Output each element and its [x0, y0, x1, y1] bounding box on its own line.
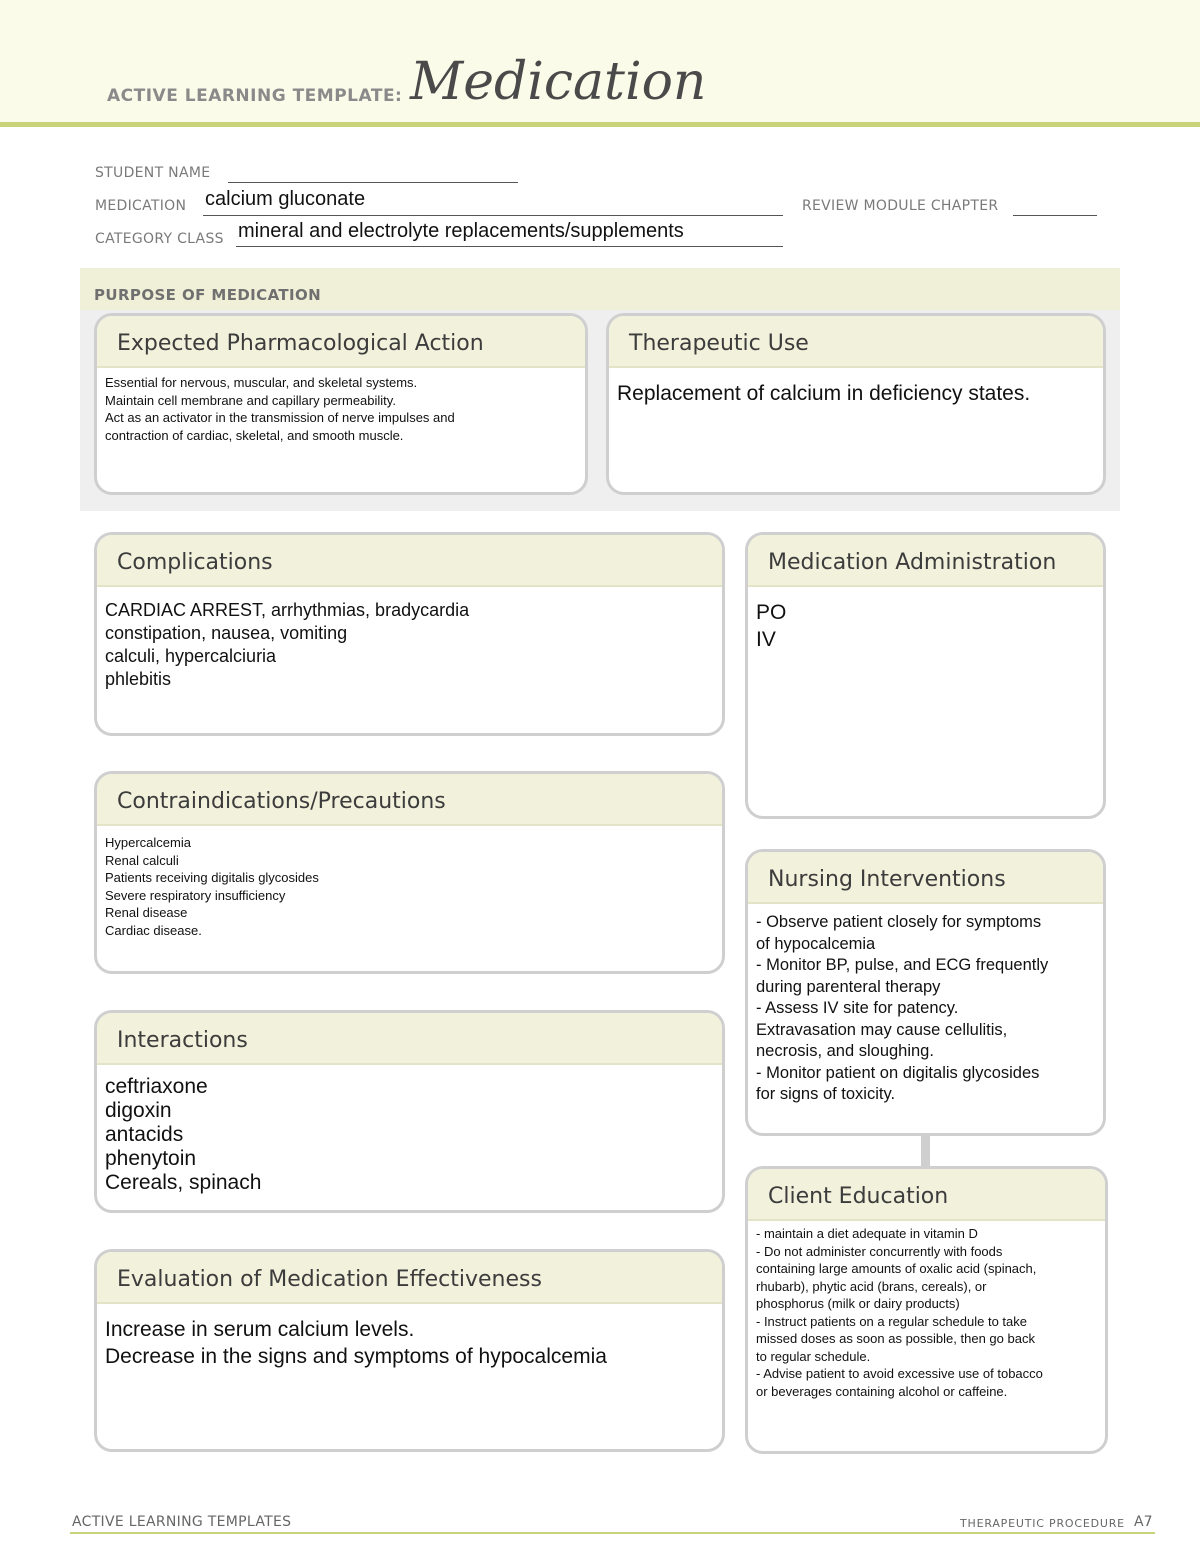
medication-label: MEDICATION [95, 198, 187, 214]
expected-action-text[interactable]: Essential for nervous, muscular, and skeletal systems. Maintain cell membrane and capillary permeability. Act as an activator in the transmission of nerve impulses and contraction of cardiac, skeletal, and smooth muscle. [105, 375, 455, 443]
interactions-text[interactable]: ceftriaxone digoxin antacids phenytoin Cereals, spinach [105, 1075, 262, 1194]
client-education-box [745, 1166, 1108, 1454]
med-admin-box [745, 532, 1106, 819]
page-number: A7 [1134, 1514, 1153, 1530]
review-module-field[interactable] [1013, 215, 1097, 216]
template-label: ACTIVE LEARNING TEMPLATE: [107, 86, 403, 106]
client-education-text[interactable]: - maintain a diet adequate in vitamin D - Do not administer concurrently with foods containing large amounts of oxalic acid (spinach, rhubarb), phytic acid (brans, cereals), or phosphorus (milk or dairy products) - Instruct patients on a regular schedule to take missed doses as soon as possible, then go back to regular schedule. - Advise patient to avoid excessive use of tobacco or beverages containing alcohol or caffeine. [756, 1226, 1043, 1399]
template-title: Medication [410, 52, 707, 112]
complications-box [94, 532, 725, 736]
therapeutic-use-text[interactable]: Replacement of calcium in deficiency states. [617, 382, 1031, 405]
footer-right: THERAPEUTIC PROCEDURE [960, 1517, 1125, 1530]
footer-rule [70, 1532, 1155, 1534]
nursing-interventions-text[interactable]: - Observe patient closely for symptoms of hypocalcemia - Monitor BP, pulse, and ECG frequently during parenteral therapy - Assess IV site for patency. Extravasation may cause cellulitis, necrosis, and sloughing. - Monitor patient on digitalis glycosides for signs of toxicity. [756, 913, 1049, 1103]
contraindications-box [94, 771, 725, 974]
header-rule [0, 122, 1200, 127]
expected-action-box [94, 313, 588, 495]
evaluation-title: Evaluation of Medication Effectiveness [97, 1252, 722, 1304]
interactions-title: Interactions [97, 1013, 722, 1065]
evaluation-text[interactable]: Increase in serum calcium levels. Decrease in the signs and symptoms of hypocalcemia [105, 1318, 607, 1368]
category-class-label: CATEGORY CLASS [95, 231, 224, 247]
category-class-field[interactable] [236, 246, 783, 247]
student-name-field[interactable] [228, 182, 518, 183]
nursing-interventions-box [745, 849, 1106, 1136]
medication-value: calcium gluconate [205, 188, 366, 210]
student-name-label: STUDENT NAME [95, 165, 211, 181]
footer-left: ACTIVE LEARNING TEMPLATES [72, 1514, 292, 1530]
complications-title: Complications [97, 535, 722, 587]
med-admin-text[interactable]: PO IV [756, 601, 787, 651]
therapeutic-use-box [606, 313, 1106, 495]
complications-text[interactable]: CARDIAC ARREST, arrhythmias, bradycardia constipation, nausea, vomiting calculi, hypercalciuria phlebitis [105, 600, 470, 689]
expected-action-title: Expected Pharmacological Action [97, 316, 585, 368]
review-module-label: REVIEW MODULE CHAPTER [802, 198, 999, 214]
client-education-title: Client Education [748, 1169, 1105, 1221]
purpose-title: PURPOSE OF MEDICATION [94, 286, 322, 304]
connector-bar [921, 1134, 930, 1166]
category-class-value: mineral and electrolyte replacements/supplements [238, 220, 684, 242]
medication-field[interactable] [203, 215, 783, 216]
contraindications-text[interactable]: Hypercalcemia Renal calculi Patients receiving digitalis glycosides Severe respiratory insufficiency Renal disease Cardiac disease. [105, 835, 319, 938]
evaluation-box [94, 1249, 725, 1452]
interactions-box [94, 1010, 725, 1213]
therapeutic-use-title: Therapeutic Use [609, 316, 1103, 368]
med-admin-title: Medication Administration [748, 535, 1103, 587]
nursing-interventions-title: Nursing Interventions [748, 852, 1103, 904]
contraindications-title: Contraindications/Precautions [97, 774, 722, 826]
